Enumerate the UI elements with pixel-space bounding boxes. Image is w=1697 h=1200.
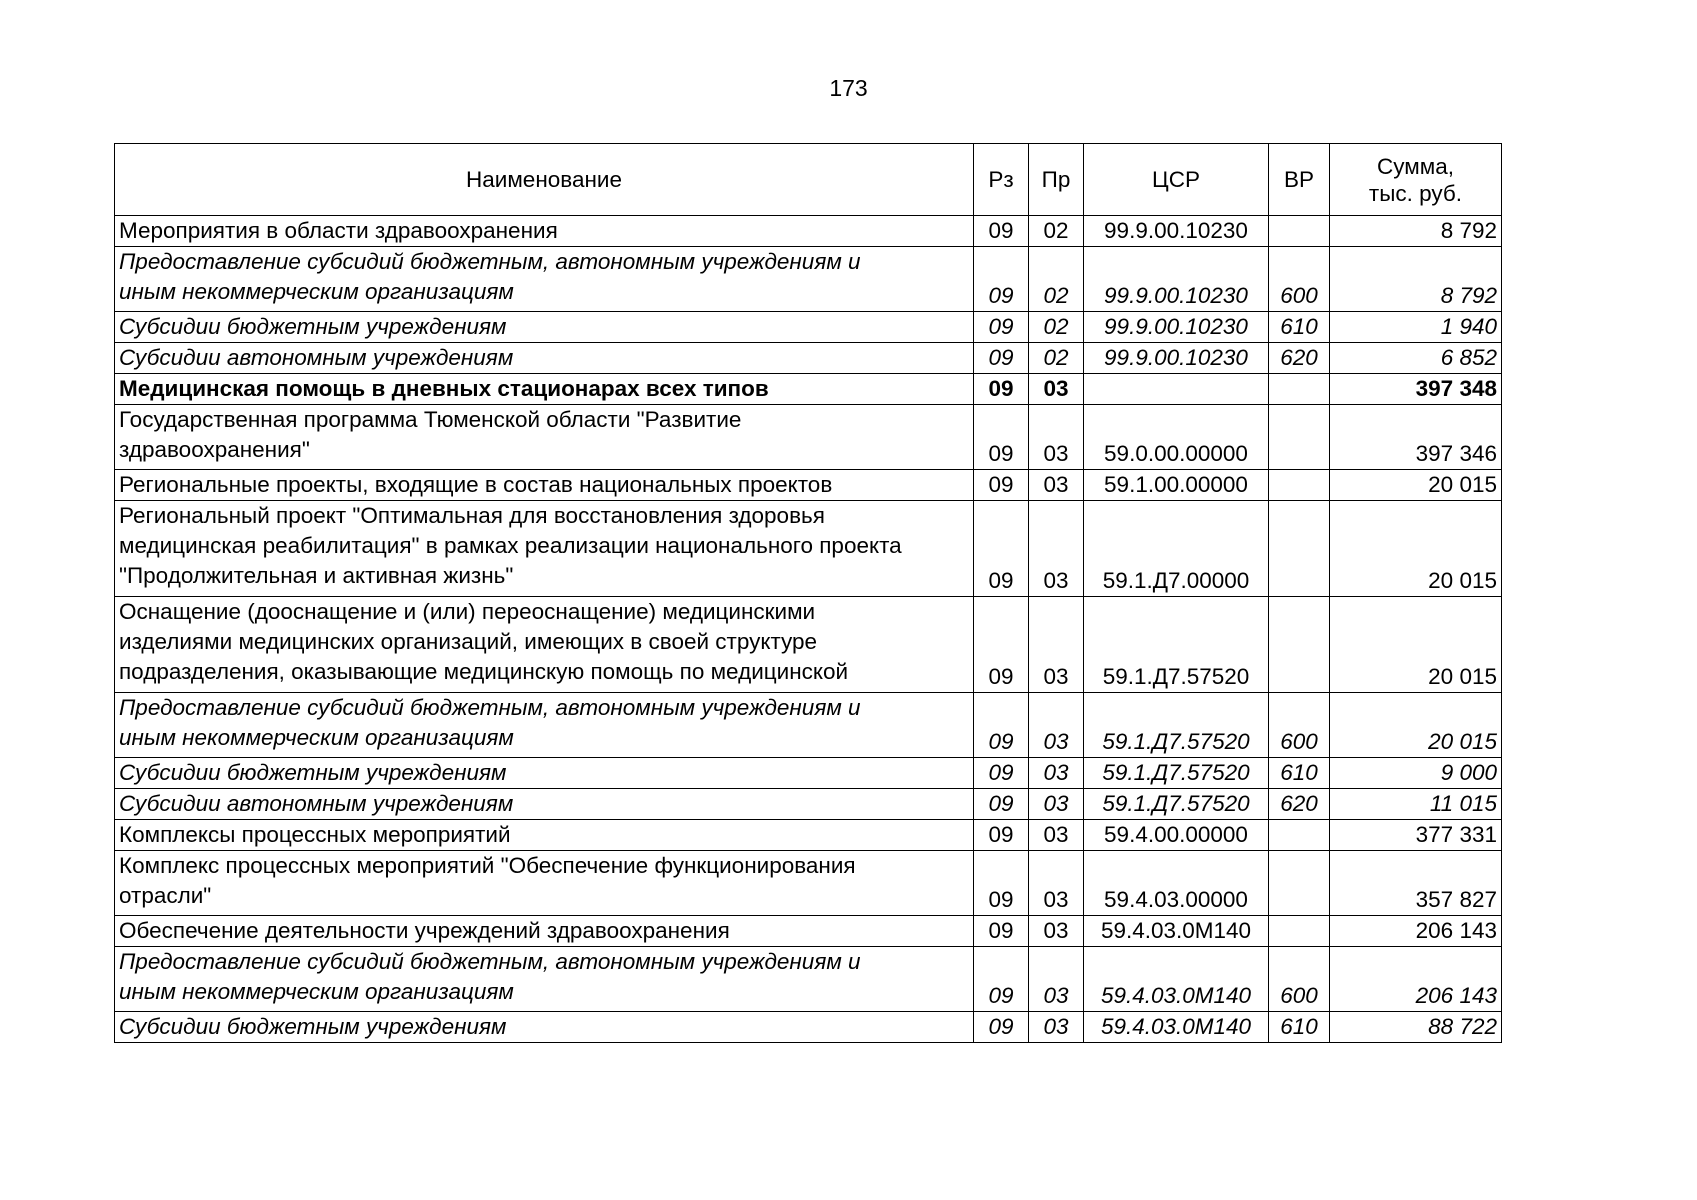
cell-rz: 09 <box>974 597 1029 693</box>
cell-sum: 20 015 <box>1330 470 1502 501</box>
cell-csr: 59.1.Д7.57520 <box>1084 758 1269 789</box>
cell-name: Региональные проекты, входящие в состав национальных проектов <box>115 470 974 501</box>
cell-sum: 8 792 <box>1330 247 1502 312</box>
cell-vr: 600 <box>1269 247 1330 312</box>
cell-pr: 02 <box>1029 247 1084 312</box>
cell-pr: 03 <box>1029 597 1084 693</box>
cell-pr: 03 <box>1029 758 1084 789</box>
cell-vr <box>1269 916 1330 947</box>
header-sum-line2: тыс. руб. <box>1368 180 1463 206</box>
cell-pr: 03 <box>1029 374 1084 405</box>
cell-vr: 620 <box>1269 789 1330 820</box>
header-vr: ВР <box>1269 144 1330 216</box>
table-header-row <box>115 144 1502 216</box>
cell-csr: 59.4.03.0М140 <box>1084 1012 1269 1043</box>
cell-csr: 59.1.Д7.57520 <box>1084 789 1269 820</box>
table-row <box>115 470 1502 501</box>
cell-csr: 99.9.00.10230 <box>1084 343 1269 374</box>
cell-rz: 09 <box>974 1012 1029 1043</box>
table-row <box>115 820 1502 851</box>
cell-sum: 397 348 <box>1330 374 1502 405</box>
cell-vr <box>1269 597 1330 693</box>
cell-rz: 09 <box>974 916 1029 947</box>
cell-name: Государственная программа Тюменской области "Развитие здравоохранения" <box>115 405 974 470</box>
cell-name: Оснащение (дооснащение и (или) переоснащение) медицинскими изделиями медицинских организаций, имеющих в своей структуре подразделения, оказывающие медицинскую помощь по медицинской <box>115 597 974 693</box>
cell-rz: 09 <box>974 820 1029 851</box>
page-number: 173 <box>829 75 868 101</box>
cell-name: Субсидии автономным учреждениям <box>115 789 974 820</box>
cell-rz: 09 <box>974 947 1029 1012</box>
table-row <box>115 789 1502 820</box>
cell-pr: 03 <box>1029 693 1084 758</box>
cell-csr: 59.1.Д7.57520 <box>1084 693 1269 758</box>
cell-vr: 610 <box>1269 312 1330 343</box>
table-row <box>115 693 1502 758</box>
cell-sum: 20 015 <box>1330 693 1502 758</box>
header-sum <box>1330 144 1502 216</box>
cell-csr: 59.1.00.00000 <box>1084 470 1269 501</box>
cell-vr <box>1269 374 1330 405</box>
cell-name: Предоставление субсидий бюджетным, автономным учреждениям и иным некоммерческим организациям <box>115 247 974 312</box>
cell-name: Обеспечение деятельности учреждений здравоохранения <box>115 916 974 947</box>
cell-rz: 09 <box>974 405 1029 470</box>
cell-name: Субсидии бюджетным учреждениям <box>115 1012 974 1043</box>
cell-vr <box>1269 501 1330 597</box>
cell-sum: 20 015 <box>1330 597 1502 693</box>
cell-vr <box>1269 851 1330 916</box>
cell-name: Комплексы процессных мероприятий <box>115 820 974 851</box>
cell-vr: 600 <box>1269 947 1330 1012</box>
cell-pr: 03 <box>1029 947 1084 1012</box>
cell-sum: 6 852 <box>1330 343 1502 374</box>
table-row <box>115 374 1502 405</box>
cell-csr: 59.4.03.00000 <box>1084 851 1269 916</box>
table-row <box>115 1012 1502 1043</box>
cell-sum: 8 792 <box>1330 216 1502 247</box>
header-csr: ЦСР <box>1084 144 1269 216</box>
cell-name: Субсидии бюджетным учреждениям <box>115 312 974 343</box>
table-row <box>115 501 1502 597</box>
cell-vr: 600 <box>1269 693 1330 758</box>
cell-csr: 59.1.Д7.57520 <box>1084 597 1269 693</box>
table-row <box>115 312 1502 343</box>
cell-name: Предоставление субсидий бюджетным, автономным учреждениям и иным некоммерческим организациям <box>115 693 974 758</box>
cell-rz: 09 <box>974 312 1029 343</box>
cell-pr: 03 <box>1029 501 1084 597</box>
cell-rz: 09 <box>974 851 1029 916</box>
cell-csr: 99.9.00.10230 <box>1084 216 1269 247</box>
cell-sum: 20 015 <box>1330 501 1502 597</box>
cell-csr: 59.4.03.0М140 <box>1084 947 1269 1012</box>
cell-name: Медицинская помощь в дневных стационарах всех типов <box>115 374 974 405</box>
cell-name: Субсидии бюджетным учреждениям <box>115 758 974 789</box>
table-row <box>115 405 1502 470</box>
table-row <box>115 947 1502 1012</box>
table-row <box>115 343 1502 374</box>
header-name: Наименование <box>115 144 974 216</box>
table-row <box>115 916 1502 947</box>
cell-csr: 99.9.00.10230 <box>1084 247 1269 312</box>
cell-vr: 620 <box>1269 343 1330 374</box>
cell-name: Региональный проект "Оптимальная для восстановления здоровья медицинская реабилитация" в рамках реализации национального проекта "Продолжительная и активная жизнь" <box>115 501 974 597</box>
cell-pr: 03 <box>1029 820 1084 851</box>
cell-pr: 03 <box>1029 470 1084 501</box>
cell-sum: 206 143 <box>1330 947 1502 1012</box>
cell-csr: 59.0.00.00000 <box>1084 405 1269 470</box>
cell-rz: 09 <box>974 374 1029 405</box>
cell-vr: 610 <box>1269 758 1330 789</box>
cell-rz: 09 <box>974 789 1029 820</box>
cell-rz: 09 <box>974 216 1029 247</box>
cell-rz: 09 <box>974 693 1029 758</box>
header-pr: Пр <box>1029 144 1084 216</box>
cell-pr: 02 <box>1029 216 1084 247</box>
cell-pr: 02 <box>1029 312 1084 343</box>
cell-name: Предоставление субсидий бюджетным, автономным учреждениям и иным некоммерческим организациям <box>115 947 974 1012</box>
cell-vr <box>1269 405 1330 470</box>
cell-name: Субсидии автономным учреждениям <box>115 343 974 374</box>
cell-name: Комплекс процессных мероприятий "Обеспечение функционирования отрасли" <box>115 851 974 916</box>
table-row <box>115 758 1502 789</box>
cell-sum: 88 722 <box>1330 1012 1502 1043</box>
cell-pr: 03 <box>1029 851 1084 916</box>
cell-sum: 397 346 <box>1330 405 1502 470</box>
cell-sum: 9 000 <box>1330 758 1502 789</box>
cell-sum: 1 940 <box>1330 312 1502 343</box>
cell-sum: 206 143 <box>1330 916 1502 947</box>
table-row <box>115 216 1502 247</box>
cell-pr: 02 <box>1029 343 1084 374</box>
budget-table <box>114 143 1502 1043</box>
cell-csr: 59.4.03.0М140 <box>1084 916 1269 947</box>
cell-name: Мероприятия в области здравоохранения <box>115 216 974 247</box>
cell-sum: 377 331 <box>1330 820 1502 851</box>
cell-csr: 99.9.00.10230 <box>1084 312 1269 343</box>
cell-pr: 03 <box>1029 916 1084 947</box>
cell-vr: 610 <box>1269 1012 1330 1043</box>
cell-csr: 59.1.Д7.00000 <box>1084 501 1269 597</box>
cell-rz: 09 <box>974 343 1029 374</box>
cell-vr <box>1269 216 1330 247</box>
cell-rz: 09 <box>974 247 1029 312</box>
cell-pr: 03 <box>1029 405 1084 470</box>
cell-pr: 03 <box>1029 1012 1084 1043</box>
cell-vr <box>1269 470 1330 501</box>
cell-pr: 03 <box>1029 789 1084 820</box>
cell-rz: 09 <box>974 470 1029 501</box>
cell-sum: 11 015 <box>1330 789 1502 820</box>
table-row <box>115 597 1502 693</box>
cell-csr: 59.4.00.00000 <box>1084 820 1269 851</box>
header-rz: Рз <box>974 144 1029 216</box>
table-row <box>115 851 1502 916</box>
header-sum-line1: Сумма, <box>1377 153 1454 179</box>
table-row <box>115 247 1502 312</box>
cell-vr <box>1269 820 1330 851</box>
cell-rz: 09 <box>974 758 1029 789</box>
cell-csr <box>1084 374 1269 405</box>
cell-rz: 09 <box>974 501 1029 597</box>
cell-sum: 357 827 <box>1330 851 1502 916</box>
